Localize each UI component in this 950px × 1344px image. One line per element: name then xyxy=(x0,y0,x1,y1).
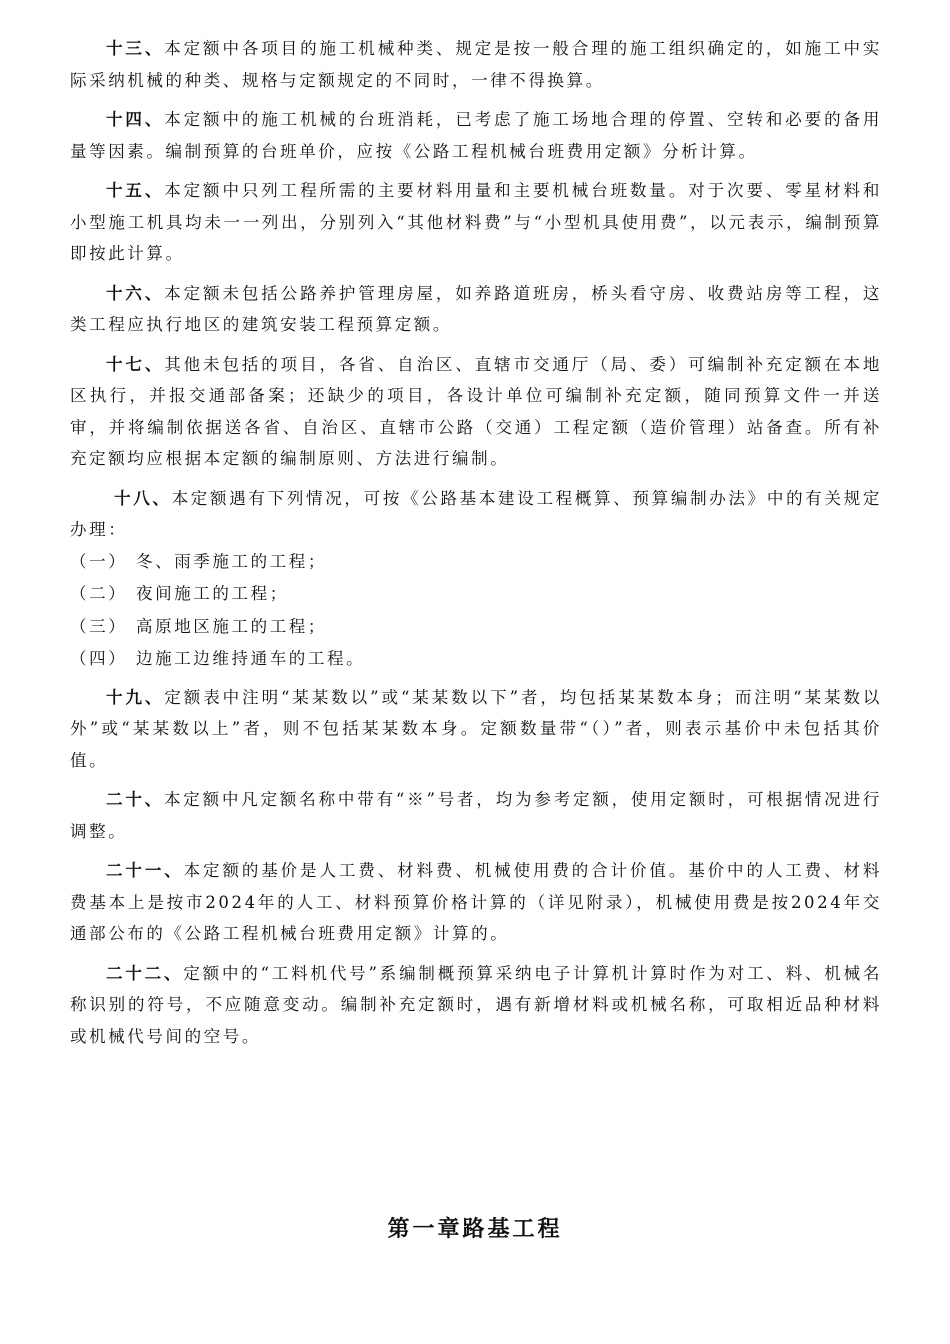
list-item xyxy=(70,578,882,611)
clause-text: 定额表中注明“某某数以”或“某某数以下”者，均包括某某数本身；而注明“某某数以外”或“某某数以上”者，则不包括某某数本身。定额数量带“（）”者，则表示基价中未包括其价值。 xyxy=(70,687,882,770)
clause-text: 本定额中只列工程所需的主要材料用量和主要机械台班数量。对于次要、零星材料和小型施工机具均未一一列出，分别列入“其他材料费”与“小型机具使用费”，以元表示，编制预算即按此计算。 xyxy=(70,181,882,263)
condition-list xyxy=(70,546,882,676)
clause-15 xyxy=(70,175,882,270)
clause-number: 二十、 xyxy=(106,790,164,809)
clause-22 xyxy=(70,958,882,1053)
clause-14 xyxy=(70,104,882,167)
list-item xyxy=(70,546,882,579)
clause-text: 其他未包括的项目，各省、自治区、直辖市交通厅（局、委）可编制补充定额在本地区执行，并报交通部备案；还缺少的项目，各设计单位可编制补充定额，随同预算文件一并送审，并将编制依据送各省、自治区、直辖市公路（交通）工程定额（造价管理）站备查。所有补充定额均应根据本定额的编制原则、方法进行编制。 xyxy=(70,354,882,468)
clause-text: 定额中的“工料机代号”系编制概预算采纳电子计算机计算时作为对工、料、机械名称识别的符号，不应随意变动。编制补充定额时，遇有新增材料或机械名称，可取相近品种材料或机械代号间的空号。 xyxy=(70,963,882,1046)
clause-18 xyxy=(70,483,882,546)
clause-13 xyxy=(70,33,882,96)
chapter-title: 第一章路基工程 xyxy=(387,1216,563,1242)
clause-text: 本定额中各项目的施工机械种类、规定是按一般合理的施工组织确定的，如施工中实际采纳机械的种类、规格与定额规定的不同时，一律不得换算。 xyxy=(70,39,882,90)
clause-text: 本定额的基价是人工费、材料费、机械使用费的合计价值。基价中的人工费、材料费基本上是按市2024年的人工、材料预算价格计算的（详见附录），机械使用费是按2024年交通部公布的《公路工程机械台班费用定额》计算的。 xyxy=(70,861,882,943)
clause-number: 十五、 xyxy=(106,181,165,200)
list-marker: （四） xyxy=(70,649,128,668)
clause-number: 二十二、 xyxy=(106,963,184,983)
clause-20 xyxy=(70,784,882,847)
document-body xyxy=(70,33,882,1060)
list-text: 高原地区施工的工程； xyxy=(136,616,327,636)
clause-text: 本定额未包括公路养护管理房屋，如养路道班房，桥头看守房、收费站房等工程，这类工程应执行地区的建筑安装工程预算定额。 xyxy=(70,283,882,334)
clause-text: 本定额中的施工机械的台班消耗，已考虑了施工场地合理的停置、空转和必要的备用量等因素。编制预算的台班单价，应按《公路工程机械台班费用定额》分析计算。 xyxy=(70,110,882,161)
clause-number: 十九、 xyxy=(106,687,165,707)
clause-number: 十七、 xyxy=(106,354,165,374)
list-marker: （三） xyxy=(70,616,128,636)
clause-17 xyxy=(70,349,882,475)
clause-number: 十四、 xyxy=(106,110,165,129)
clause-number: 二十一、 xyxy=(106,861,184,880)
list-marker: （一） xyxy=(70,551,128,571)
clause-number: 十三、 xyxy=(106,39,165,58)
clause-19 xyxy=(70,682,882,777)
list-item xyxy=(70,643,882,676)
clause-text: 本定额遇有下列情况，可按《公路基本建设工程概算、预算编制办法》中的有关规定办理： xyxy=(70,488,882,539)
list-text: 冬、雨季施工的工程； xyxy=(136,551,327,571)
list-marker: （二） xyxy=(70,584,128,603)
list-item xyxy=(70,611,882,644)
clause-number: 十六、 xyxy=(106,283,165,303)
clause-number: 十八、 xyxy=(114,488,172,508)
list-text: 边施工边维持通车的工程。 xyxy=(136,649,366,668)
clause-text: 本定额中凡定额名称中带有“※”号者，均为参考定额，使用定额时，可根据情况进行调整。 xyxy=(70,790,882,841)
clause-16 xyxy=(70,278,882,341)
clause-21 xyxy=(70,855,882,950)
list-text: 夜间施工的工程； xyxy=(136,584,289,603)
